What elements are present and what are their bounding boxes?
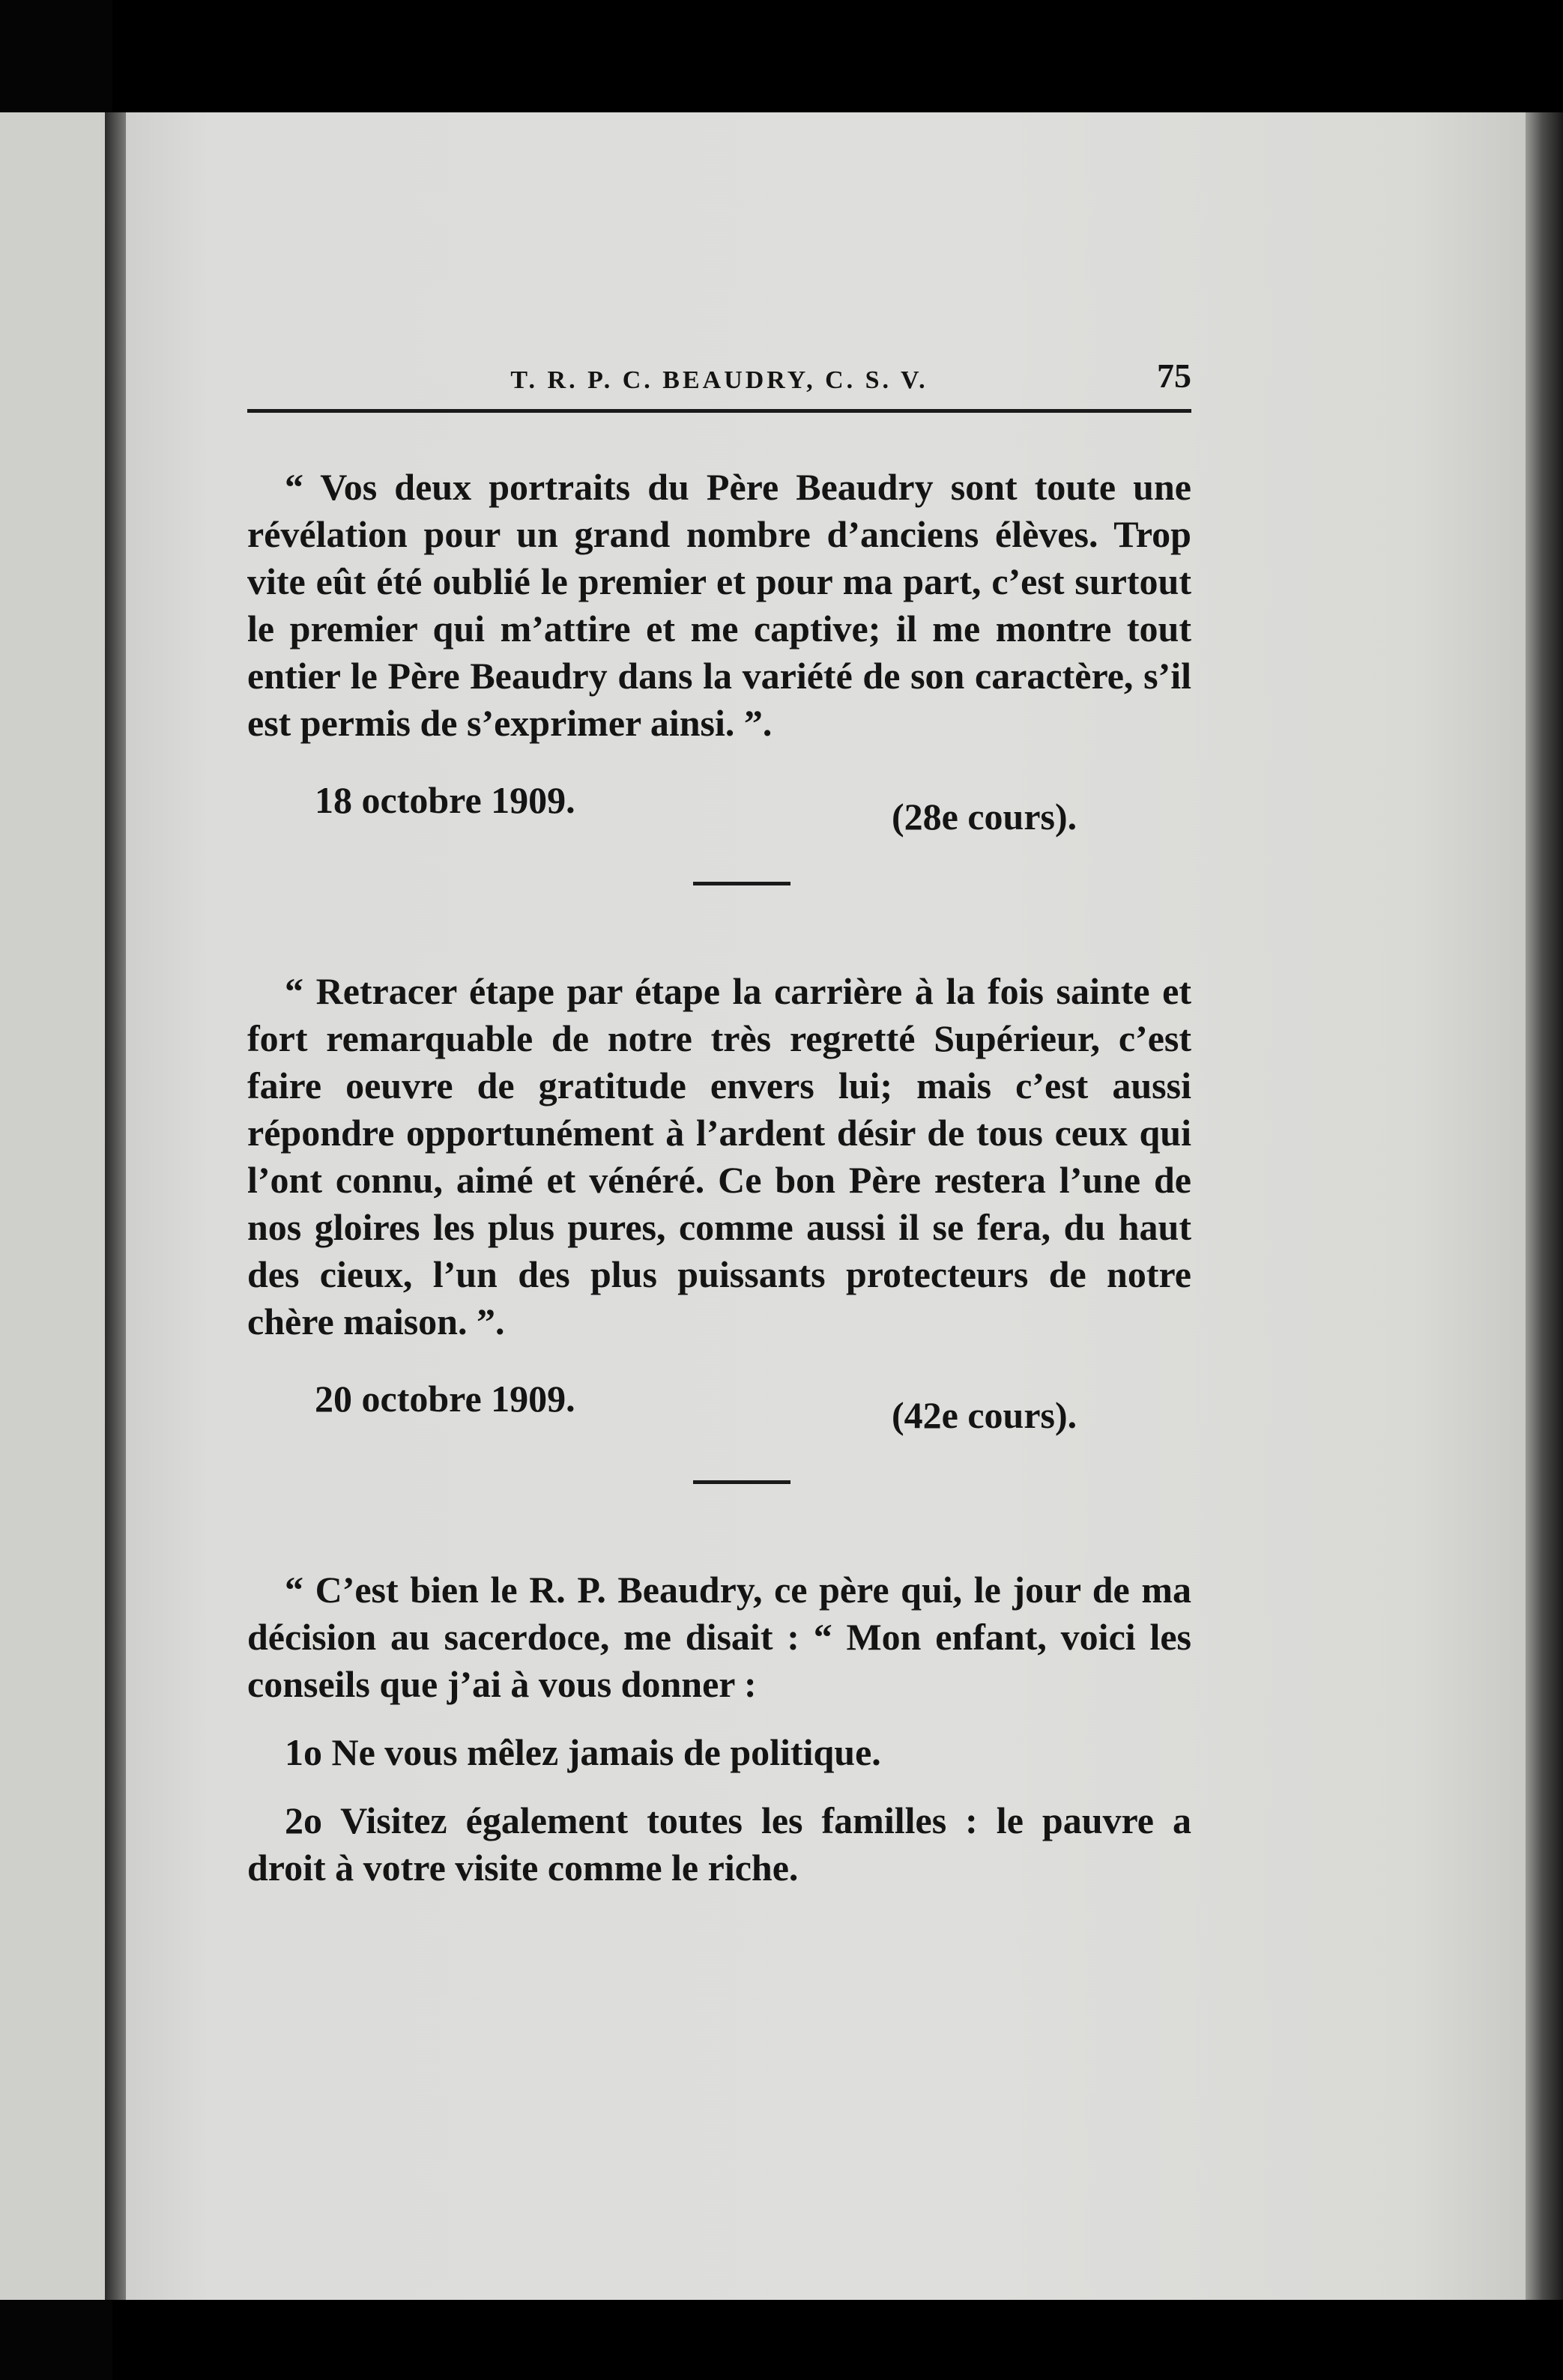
letter-2-signoff [247, 1375, 1191, 1436]
letter-2-course: (42e cours). [892, 1394, 1077, 1436]
facing-page-edge [0, 112, 105, 2300]
advice-item-1: 1o Ne vous mêlez jamais de politique. [285, 1731, 881, 1773]
letter-2-text: “ Retracer étape par étape la carrière à la fois sainte et fort remarquable de notre très regretté Supérieur, c’est faire oeuvre de gratitude envers lui; mais c’est aussi répondre opportunément à l’ardent désir de tous ceux qui l’ont connu, aimé et vénéré. Ce bon Père restera l’une de nos gloires les plus pures, comme aussi il se fera, du haut des cieux, l’un des plus puissants protecteurs de notre chère maison. ”. [247, 970, 1191, 1342]
page-number: 75 [1157, 357, 1191, 395]
section-separator [693, 882, 790, 885]
page-right-edge-shadow [1526, 112, 1563, 2300]
running-head: T. R. P. C. BEAUDRY, C. S. V. [510, 366, 928, 394]
page-header [247, 352, 1191, 405]
section-separator [693, 1480, 790, 1484]
letter-2-date: 20 octobre 1909. [315, 1378, 575, 1420]
book-spine-shadow [105, 112, 126, 2300]
letter-1-signoff [247, 777, 1191, 838]
letter-3-intro: “ C’est bien le R. P. Beaudry, ce père qui, le jour de ma décision au sacerdoce, me disait : “ Mon enfant, voici les conseils que j’ai à vous donner : [247, 1569, 1191, 1705]
letter-1-date: 18 octobre 1909. [315, 779, 575, 821]
advice-item-2: 2o Visitez également toutes les familles : le pauvre a droit à votre visite comme le riche. [247, 1799, 1191, 1889]
header-rule [247, 409, 1191, 413]
page-text-block [247, 352, 1191, 1892]
letter-1-course: (28e cours). [892, 796, 1077, 838]
letter-1-text: “ Vos deux portraits du Père Beaudry sont toute une révélation pour un grand nombre d’anciens élèves. Trop vite eût été oublié le premier et pour ma part, c’est surtout le premier qui m’attire et me captive; il me montre tout entier le Père Beaudry dans la variété de son caractère, s’il est permis de s’exprimer ainsi. ”. [247, 466, 1191, 744]
